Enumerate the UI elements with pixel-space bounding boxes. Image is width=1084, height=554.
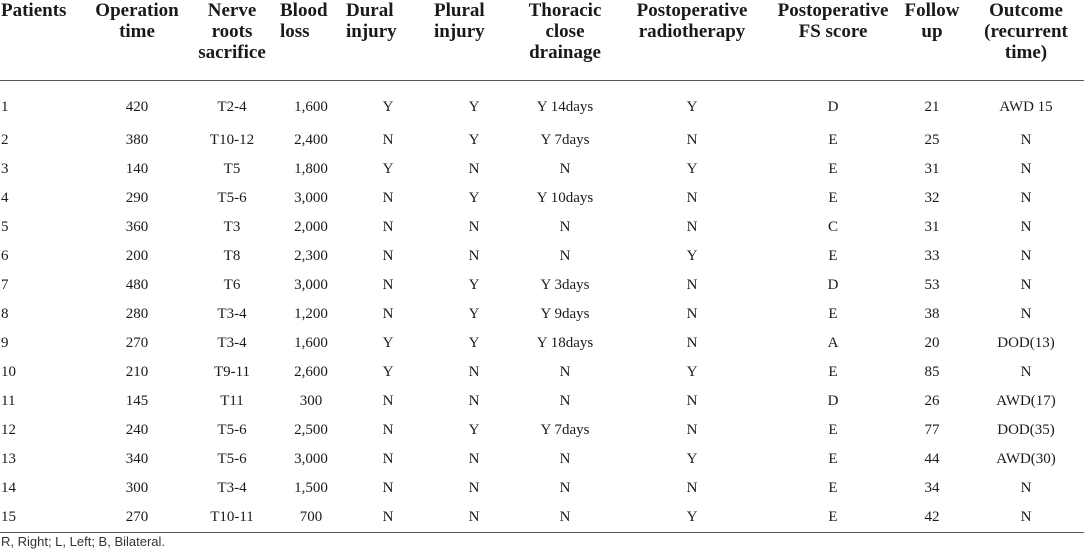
cell-postoperative-radiotherapy: Y xyxy=(686,363,698,380)
cell-follow-up: 77 xyxy=(924,421,940,438)
cell-outcome: N xyxy=(1020,218,1032,235)
cell-operation-time: 280 xyxy=(125,305,149,322)
cell-thoracic-close-drainage: Y 7days xyxy=(540,131,590,148)
table-row xyxy=(0,358,1084,387)
cell-patients: 9 xyxy=(1,334,9,351)
cell-postoperative-fs-score: D xyxy=(827,98,839,115)
table-header-row xyxy=(0,0,1084,80)
cell-thoracic-close-drainage: Y 3days xyxy=(540,276,590,293)
cell-postoperative-fs-score: E xyxy=(828,450,838,467)
cell-thoracic-close-drainage: N xyxy=(559,450,571,467)
cell-postoperative-radiotherapy: Y xyxy=(686,98,698,115)
cell-nerve-roots-sacrifice: T5-6 xyxy=(217,421,247,438)
cell-follow-up: 38 xyxy=(924,305,940,322)
cell-blood-loss: 2,300 xyxy=(294,247,328,264)
table-row xyxy=(0,329,1084,358)
cell-operation-time: 420 xyxy=(125,98,149,115)
cell-thoracic-close-drainage: N xyxy=(559,508,571,525)
cell-follow-up: 21 xyxy=(924,98,940,115)
cell-postoperative-fs-score: A xyxy=(827,334,839,351)
cell-outcome: N xyxy=(1020,131,1032,148)
cell-postoperative-radiotherapy: Y xyxy=(686,160,698,177)
cell-follow-up: 42 xyxy=(924,508,940,525)
cell-follow-up: 85 xyxy=(924,363,940,380)
cell-blood-loss: 2,000 xyxy=(294,218,328,235)
cell-follow-up: 34 xyxy=(924,479,940,496)
cell-nerve-roots-sacrifice: T5 xyxy=(223,160,241,177)
cell-dural-injury: N xyxy=(382,276,394,293)
cell-thoracic-close-drainage: N xyxy=(559,392,571,409)
cell-nerve-roots-sacrifice: T5-6 xyxy=(217,189,247,206)
cell-plural-injury: Y xyxy=(468,305,480,322)
header-follow-up: Follow up xyxy=(904,0,960,42)
cell-blood-loss: 1,500 xyxy=(294,479,328,496)
cell-outcome: AWD 15 xyxy=(999,98,1053,115)
cell-dural-injury: N xyxy=(382,508,394,525)
cell-plural-injury: Y xyxy=(468,189,480,206)
table-body xyxy=(0,80,1084,532)
cell-operation-time: 480 xyxy=(125,276,149,293)
cell-thoracic-close-drainage: Y 10days xyxy=(536,189,594,206)
cell-dural-injury: N xyxy=(382,421,394,438)
cell-follow-up: 31 xyxy=(924,218,940,235)
table-row xyxy=(0,184,1084,213)
cell-patients: 1 xyxy=(1,98,9,115)
cell-postoperative-radiotherapy: Y xyxy=(686,508,698,525)
cell-patients: 8 xyxy=(1,305,9,322)
table-row xyxy=(0,416,1084,445)
cell-nerve-roots-sacrifice: T10-11 xyxy=(210,508,254,525)
cell-blood-loss: 1,200 xyxy=(294,305,328,322)
cell-patients: 3 xyxy=(1,160,9,177)
header-nerve-roots-sacrifice: Nerve roots sacrifice xyxy=(198,0,266,63)
cell-operation-time: 340 xyxy=(125,450,149,467)
cell-follow-up: 20 xyxy=(924,334,940,351)
header-postoperative-radiotherapy: Postoperative radiotherapy xyxy=(636,0,748,42)
cell-thoracic-close-drainage: N xyxy=(559,479,571,496)
cell-outcome: N xyxy=(1020,247,1032,264)
cell-patients: 10 xyxy=(1,363,16,380)
cell-patients: 4 xyxy=(1,189,9,206)
cell-dural-injury: Y xyxy=(382,363,394,380)
cell-dural-injury: Y xyxy=(382,98,394,115)
cell-postoperative-fs-score: E xyxy=(828,305,838,322)
cell-dural-injury: N xyxy=(382,131,394,148)
cell-postoperative-fs-score: E xyxy=(828,479,838,496)
table-row xyxy=(0,213,1084,242)
cell-blood-loss: 2,500 xyxy=(294,421,328,438)
cell-operation-time: 140 xyxy=(125,160,149,177)
cell-patients: 11 xyxy=(1,392,16,409)
cell-blood-loss: 1,600 xyxy=(294,98,328,115)
header-operation-time: Operation time xyxy=(95,0,179,42)
cell-outcome: N xyxy=(1020,160,1032,177)
table-row xyxy=(0,300,1084,329)
cell-dural-injury: N xyxy=(382,247,394,264)
cell-patients: 6 xyxy=(1,247,9,264)
cell-plural-injury: N xyxy=(468,247,480,264)
cell-postoperative-radiotherapy: N xyxy=(686,421,698,438)
cell-postoperative-radiotherapy: Y xyxy=(686,247,698,264)
cell-plural-injury: N xyxy=(468,479,480,496)
cell-follow-up: 25 xyxy=(924,131,940,148)
cell-outcome: N xyxy=(1020,276,1032,293)
cell-patients: 13 xyxy=(1,450,16,467)
header-plural-injury: Plural injury xyxy=(434,0,485,42)
table-row xyxy=(0,271,1084,300)
cell-thoracic-close-drainage: Y 9days xyxy=(540,305,590,322)
cell-thoracic-close-drainage: N xyxy=(559,247,571,264)
cell-blood-loss: 3,000 xyxy=(294,189,328,206)
cell-postoperative-radiotherapy: N xyxy=(686,334,698,351)
cell-plural-injury: Y xyxy=(468,98,480,115)
cell-plural-injury: N xyxy=(468,363,480,380)
cell-follow-up: 33 xyxy=(924,247,940,264)
cell-postoperative-fs-score: E xyxy=(828,421,838,438)
cell-postoperative-fs-score: E xyxy=(828,508,838,525)
cell-patients: 7 xyxy=(1,276,9,293)
cell-patients: 15 xyxy=(1,508,16,525)
cell-outcome: DOD(35) xyxy=(997,421,1055,438)
cell-operation-time: 210 xyxy=(125,363,149,380)
cell-dural-injury: Y xyxy=(382,160,394,177)
cell-dural-injury: N xyxy=(382,218,394,235)
cell-patients: 5 xyxy=(1,218,9,235)
cell-thoracic-close-drainage: Y 14days xyxy=(536,98,594,115)
cell-operation-time: 145 xyxy=(125,392,149,409)
cell-follow-up: 32 xyxy=(924,189,940,206)
cell-outcome: AWD(17) xyxy=(996,392,1056,409)
header-thoracic-close-drainage: Thoracic close drainage xyxy=(528,0,602,63)
cell-patients: 12 xyxy=(1,421,16,438)
cell-postoperative-fs-score: D xyxy=(827,276,839,293)
cell-nerve-roots-sacrifice: T11 xyxy=(220,392,244,409)
cell-nerve-roots-sacrifice: T3-4 xyxy=(217,305,247,322)
header-blood-loss: Blood loss xyxy=(280,0,328,42)
cell-operation-time: 270 xyxy=(125,508,149,525)
cell-outcome: N xyxy=(1020,508,1032,525)
cell-nerve-roots-sacrifice: T9-11 xyxy=(213,363,251,380)
cell-postoperative-fs-score: E xyxy=(828,131,838,148)
table-row xyxy=(0,126,1084,155)
cell-nerve-roots-sacrifice: T5-6 xyxy=(217,450,247,467)
cell-postoperative-fs-score: E xyxy=(828,247,838,264)
cell-postoperative-radiotherapy: N xyxy=(686,189,698,206)
table-row xyxy=(0,445,1084,474)
cell-thoracic-close-drainage: N xyxy=(559,160,571,177)
cell-outcome: N xyxy=(1020,189,1032,206)
table-row xyxy=(0,242,1084,271)
cell-thoracic-close-drainage: Y 18days xyxy=(536,334,594,351)
cell-dural-injury: Y xyxy=(382,334,394,351)
header-outcome: Outcome (recurrent time) xyxy=(984,0,1068,63)
cell-postoperative-radiotherapy: N xyxy=(686,276,698,293)
cell-plural-injury: Y xyxy=(468,421,480,438)
table-row xyxy=(0,80,1084,126)
cell-patients: 14 xyxy=(1,479,16,496)
cell-outcome: N xyxy=(1020,479,1032,496)
cell-outcome: AWD(30) xyxy=(996,450,1056,467)
cell-outcome: DOD(13) xyxy=(997,334,1055,351)
cell-blood-loss: 3,000 xyxy=(294,450,328,467)
cell-blood-loss: 700 xyxy=(299,508,323,525)
cell-nerve-roots-sacrifice: T10-12 xyxy=(209,131,255,148)
cell-follow-up: 53 xyxy=(924,276,940,293)
table-row xyxy=(0,503,1084,533)
cell-postoperative-radiotherapy: N xyxy=(686,218,698,235)
cell-postoperative-fs-score: E xyxy=(828,189,838,206)
cell-postoperative-fs-score: C xyxy=(827,218,838,235)
cell-nerve-roots-sacrifice: T6 xyxy=(223,276,241,293)
cell-nerve-roots-sacrifice: T8 xyxy=(223,247,241,264)
cell-operation-time: 360 xyxy=(125,218,149,235)
cell-dural-injury: N xyxy=(382,479,394,496)
cell-blood-loss: 1,800 xyxy=(294,160,328,177)
cell-blood-loss: 300 xyxy=(299,392,323,409)
cell-blood-loss: 2,600 xyxy=(294,363,328,380)
cell-plural-injury: N xyxy=(468,392,480,409)
cell-follow-up: 31 xyxy=(924,160,940,177)
cell-blood-loss: 3,000 xyxy=(294,276,328,293)
cell-postoperative-fs-score: E xyxy=(828,363,838,380)
cell-dural-injury: N xyxy=(382,450,394,467)
cell-plural-injury: Y xyxy=(468,131,480,148)
cell-operation-time: 240 xyxy=(125,421,149,438)
cell-plural-injury: N xyxy=(468,450,480,467)
cell-nerve-roots-sacrifice: T3 xyxy=(223,218,241,235)
cell-postoperative-radiotherapy: N xyxy=(686,131,698,148)
cell-follow-up: 44 xyxy=(924,450,940,467)
table-row xyxy=(0,474,1084,503)
cell-postoperative-fs-score: D xyxy=(827,392,839,409)
cell-outcome: N xyxy=(1020,363,1032,380)
cell-postoperative-fs-score: E xyxy=(828,160,838,177)
table-row xyxy=(0,387,1084,416)
cell-operation-time: 270 xyxy=(125,334,149,351)
cell-operation-time: 290 xyxy=(125,189,149,206)
cell-dural-injury: N xyxy=(382,305,394,322)
cell-operation-time: 380 xyxy=(125,131,149,148)
header-patients: Patients xyxy=(1,0,67,21)
cell-follow-up: 26 xyxy=(924,392,940,409)
cell-postoperative-radiotherapy: Y xyxy=(686,450,698,467)
cell-blood-loss: 1,600 xyxy=(294,334,328,351)
cell-postoperative-radiotherapy: N xyxy=(686,305,698,322)
cell-blood-loss: 2,400 xyxy=(294,131,328,148)
table-row xyxy=(0,155,1084,184)
cell-postoperative-radiotherapy: N xyxy=(686,392,698,409)
cell-postoperative-radiotherapy: N xyxy=(686,479,698,496)
cell-plural-injury: Y xyxy=(468,334,480,351)
cell-patients: 2 xyxy=(1,131,9,148)
cell-nerve-roots-sacrifice: T3-4 xyxy=(217,479,247,496)
cell-thoracic-close-drainage: N xyxy=(559,363,571,380)
table-footnote: R, Right; L, Left; B, Bilateral. xyxy=(1,534,166,549)
cell-outcome: N xyxy=(1020,305,1032,322)
cell-plural-injury: N xyxy=(468,508,480,525)
cell-operation-time: 200 xyxy=(125,247,149,264)
cell-dural-injury: N xyxy=(382,189,394,206)
cell-nerve-roots-sacrifice: T2-4 xyxy=(217,98,247,115)
cell-plural-injury: Y xyxy=(468,276,480,293)
cell-plural-injury: N xyxy=(468,218,480,235)
cell-thoracic-close-drainage: N xyxy=(559,218,571,235)
cell-thoracic-close-drainage: Y 7days xyxy=(540,421,590,438)
header-postoperative-fs-score: Postoperative FS score xyxy=(777,0,889,42)
header-dural-injury: Dural injury xyxy=(346,0,397,42)
cell-operation-time: 300 xyxy=(125,479,149,496)
cell-nerve-roots-sacrifice: T3-4 xyxy=(217,334,247,351)
cell-plural-injury: N xyxy=(468,160,480,177)
cell-dural-injury: N xyxy=(382,392,394,409)
